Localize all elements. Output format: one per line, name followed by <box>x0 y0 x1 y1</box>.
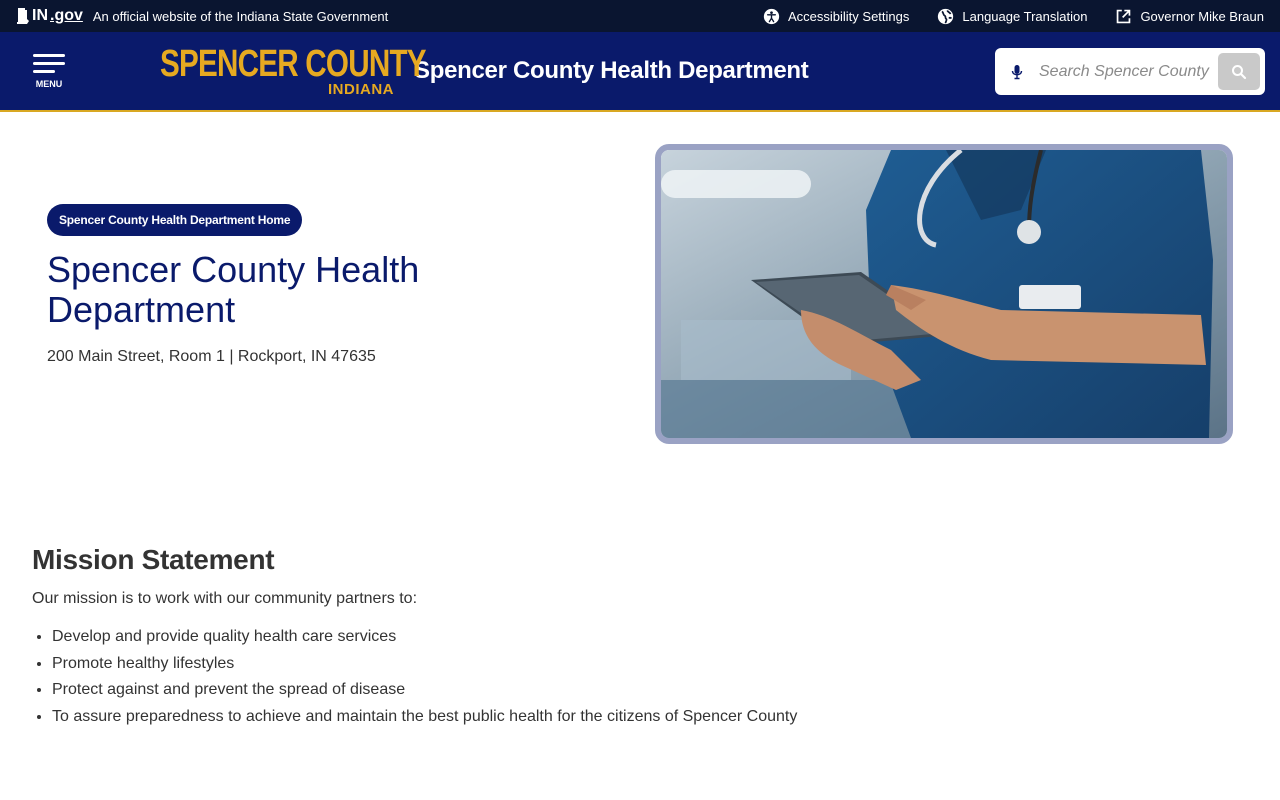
menu-label: MENU <box>35 78 63 89</box>
search-icon <box>1231 64 1247 80</box>
language-translation-label: Language Translation <box>962 8 1088 24</box>
page-title: Spencer County Health Department <box>47 249 420 330</box>
official-website-text: An official website of the Indiana State Government <box>92 8 389 24</box>
utility-links <box>763 8 1264 25</box>
list-item: • Develop and provide quality health care services <box>52 624 1032 651</box>
utility-bar-left <box>16 7 388 25</box>
external-link-icon <box>1115 8 1132 25</box>
microphone-icon[interactable] <box>1005 64 1029 80</box>
logo-state-text: INDIANA <box>328 81 394 98</box>
globe-icon <box>937 8 954 25</box>
department-home-button[interactable]: Spencer County Health Department Home <box>47 204 302 236</box>
governor-label: Governor Mike Braun <box>1140 8 1264 24</box>
language-translation-link[interactable] <box>937 8 1087 25</box>
list-item: • Promote healthy lifestyles <box>52 651 1032 678</box>
list-item: • To assure preparedness to achieve and maintain the best public health for the citizens of Spencer County <box>52 704 1032 731</box>
accessibility-icon <box>763 8 780 25</box>
menu-button[interactable] <box>32 54 66 89</box>
in-gov-in: IN <box>32 7 48 24</box>
utility-bar <box>0 0 1280 32</box>
accessibility-settings-link[interactable] <box>763 8 909 25</box>
healthcare-worker-image <box>661 150 1227 438</box>
mission-heading: Mission Statement <box>32 544 275 575</box>
hero-image <box>655 144 1233 444</box>
list-item: • Protect against and prevent the spread of disease <box>52 677 1032 704</box>
mission-intro: Our mission is to work with our community partners to: <box>32 590 418 607</box>
hamburger-icon-bar <box>33 70 55 73</box>
site-title[interactable]: Spencer County Health Department <box>414 57 809 84</box>
hero-text <box>47 204 607 366</box>
indiana-state-icon <box>16 7 30 25</box>
governor-link[interactable] <box>1115 8 1264 25</box>
search-button[interactable] <box>1218 53 1260 90</box>
mission-list <box>32 624 1032 730</box>
search-input[interactable] <box>1029 63 1218 81</box>
hamburger-icon-bar <box>33 62 65 65</box>
search-box <box>995 48 1265 95</box>
spencer-county-logo[interactable] <box>94 43 426 98</box>
in-gov-logo[interactable] <box>16 7 83 25</box>
mission-section <box>32 544 1032 730</box>
accessibility-settings-label: Accessibility Settings <box>788 8 910 24</box>
hamburger-icon <box>33 54 65 57</box>
department-address: 200 Main Street, Room 1 | Rockport, IN 47635 <box>47 348 376 365</box>
hero-section <box>0 112 1280 472</box>
in-gov-gov: .gov <box>50 7 83 24</box>
logo-county-text: SPENCER COUNTY <box>160 43 426 85</box>
site-header <box>0 32 1280 112</box>
